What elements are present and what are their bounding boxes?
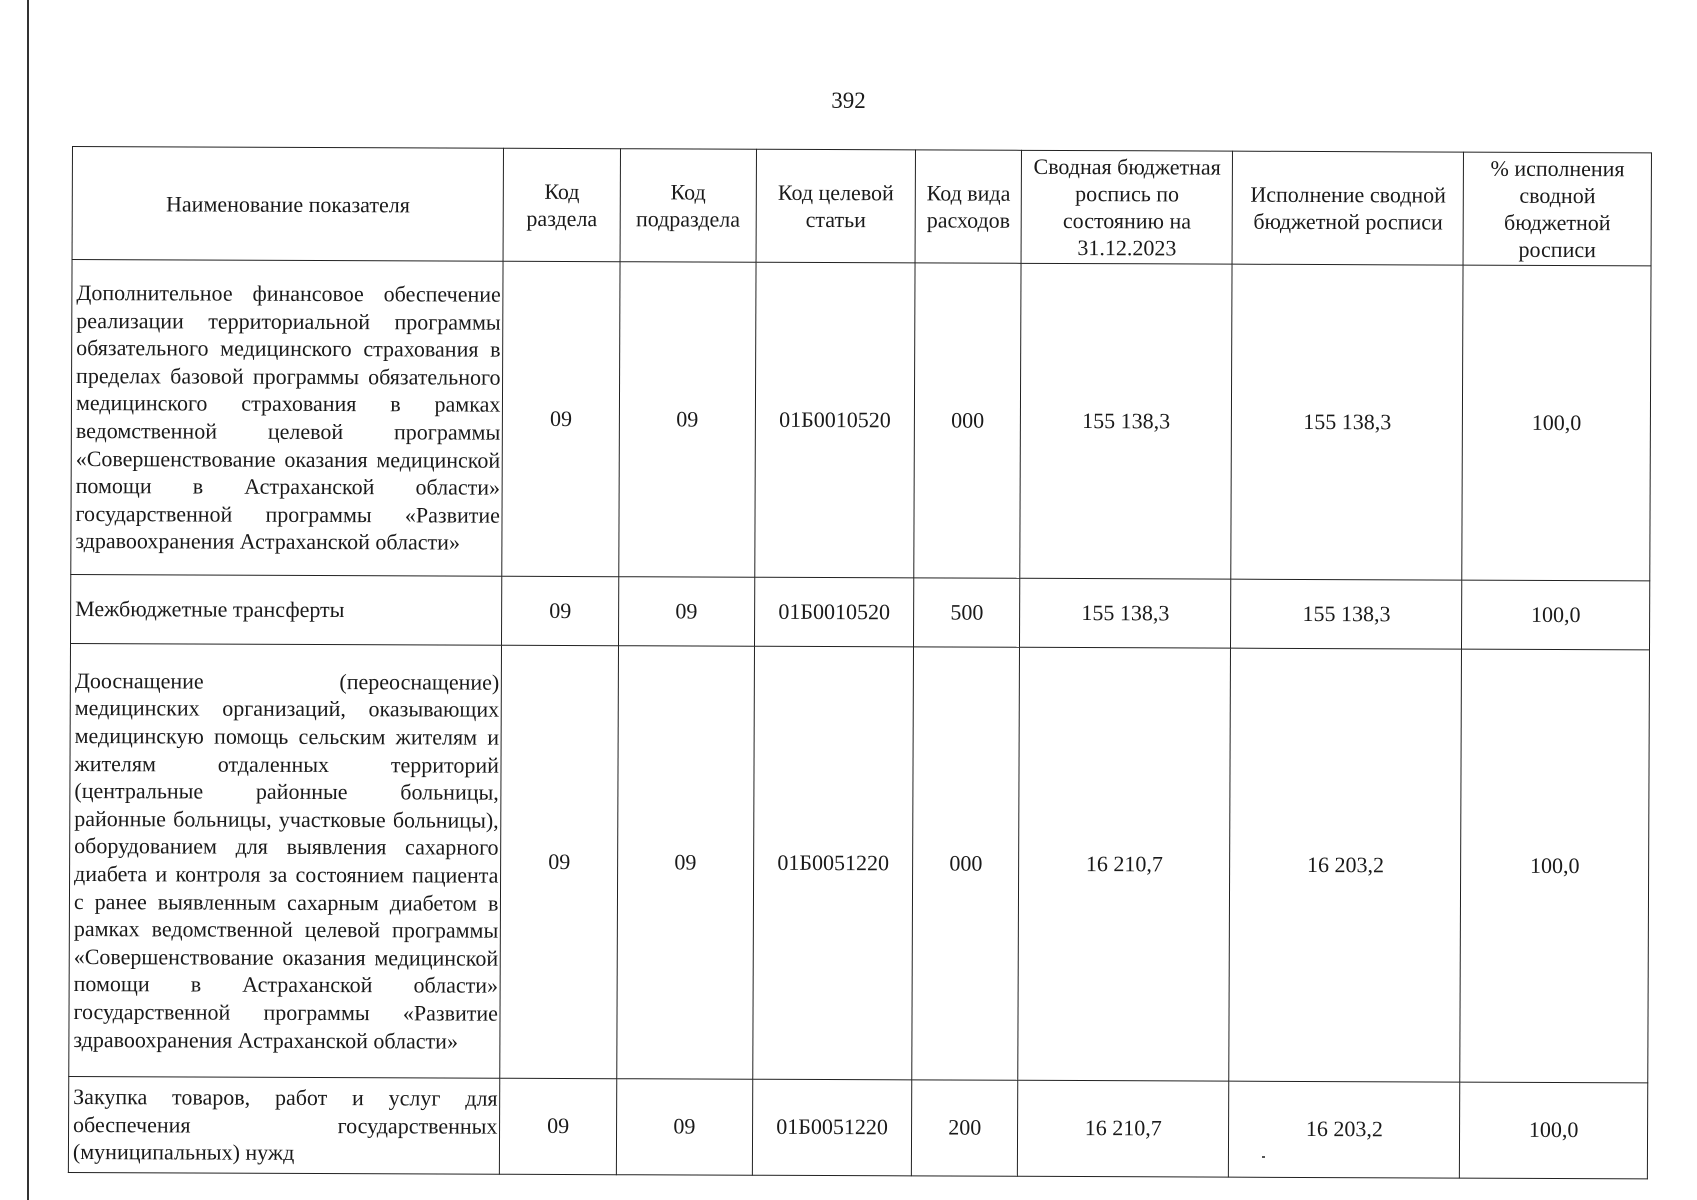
header-expense-type-code: Код вида расходов bbox=[915, 150, 1021, 263]
header-budget-plan: Сводная бюджетная роспись по состоянию на 31.12.2023 bbox=[1021, 150, 1233, 264]
row-section-code: 09 bbox=[502, 576, 619, 645]
row-name: Дополнительное финансовое обеспечение реализации территориальной программы обязательного медицинского страхования в пределах базовой программы обязательного медицинского страхования в рамках ведомственной целевой программы «Совершенствование оказания медицинской помощи в Астраханской области» государственной программы «Развитие здравоохранения Астраханской области» bbox=[71, 260, 504, 577]
row-budget-plan: 155 138,3 bbox=[1020, 263, 1233, 579]
row-budget-plan: 16 210,7 bbox=[1018, 647, 1231, 1081]
row-budget-plan: 155 138,3 bbox=[1020, 578, 1232, 648]
row-target-article-code: 01Б0051220 bbox=[753, 646, 914, 1080]
header-execution: Исполнение сводной бюджетной росписи bbox=[1233, 151, 1464, 265]
row-target-article-code: 01Б0051220 bbox=[752, 1079, 912, 1175]
header-subsection-code: Код подраздела bbox=[620, 149, 756, 263]
row-expense-type-code: 200 bbox=[912, 1080, 1018, 1176]
row-execution-percent: 100,0 bbox=[1462, 580, 1650, 650]
row-subsection-code: 09 bbox=[618, 577, 754, 647]
row-name: Межбюджетные трансферты bbox=[71, 574, 503, 645]
row-subsection-code: 09 bbox=[616, 1079, 752, 1175]
row-execution-percent: 100,0 bbox=[1462, 265, 1651, 581]
row-section-code: 09 bbox=[500, 645, 618, 1078]
row-execution: 155 138,3 bbox=[1231, 264, 1463, 580]
budget-sheet bbox=[68, 146, 1652, 1179]
row-subsection-code: 09 bbox=[617, 646, 755, 1080]
row-target-article-code: 01Б0010520 bbox=[755, 262, 916, 578]
row-execution: 16 203,2 bbox=[1229, 648, 1462, 1082]
header-section-code: Код раздела bbox=[503, 148, 620, 261]
row-section-code: 09 bbox=[502, 261, 620, 576]
header-name: Наименование показателя bbox=[72, 147, 504, 262]
table-header-row bbox=[72, 147, 1651, 266]
scan-speck bbox=[1262, 1156, 1265, 1158]
table-row bbox=[71, 260, 1651, 581]
row-name: Дооснащение (переоснащение) медицинских организаций, оказывающих медицинскую помощь сельским жителям и жителям отдаленных территорий (центральные районные больницы, районные больницы, участковые больницы), оборудованием для выявления сахарного диабета и контроля за состоянием пациента с ранее выявленным сахарным диабетом в рамках ведомственной целевой программы «Совершенствование оказания медицинской помощи в Астраханской области» государственной программы «Развитие здравоохранения Астраханской области» bbox=[69, 643, 502, 1078]
row-execution-percent: 100,0 bbox=[1460, 1082, 1648, 1179]
budget-execution-table bbox=[68, 146, 1652, 1179]
table-row bbox=[68, 1076, 1647, 1178]
binding-margin-line bbox=[27, 0, 29, 1200]
row-execution-percent: 100,0 bbox=[1460, 649, 1649, 1083]
table-row bbox=[71, 574, 1650, 649]
header-execution-percent: % исполнения сводной бюджетной росписи bbox=[1463, 152, 1651, 266]
row-execution: 16 203,2 bbox=[1229, 1081, 1460, 1178]
row-budget-plan: 16 210,7 bbox=[1017, 1080, 1229, 1177]
header-target-article-code: Код целевой статьи bbox=[756, 149, 916, 263]
page-number: 392 bbox=[831, 88, 866, 113]
row-execution: 155 138,3 bbox=[1231, 579, 1462, 649]
row-expense-type-code: 500 bbox=[914, 578, 1020, 647]
row-name: Закупка товаров, работ и услуг для обеспечения государственных (муниципальных) нужд bbox=[68, 1076, 500, 1174]
row-section-code: 09 bbox=[500, 1078, 617, 1174]
row-expense-type-code: 000 bbox=[912, 647, 1019, 1080]
row-target-article-code: 01Б0010520 bbox=[754, 577, 914, 647]
row-subsection-code: 09 bbox=[619, 262, 756, 578]
table-row bbox=[69, 643, 1650, 1082]
row-expense-type-code: 000 bbox=[914, 263, 1021, 578]
